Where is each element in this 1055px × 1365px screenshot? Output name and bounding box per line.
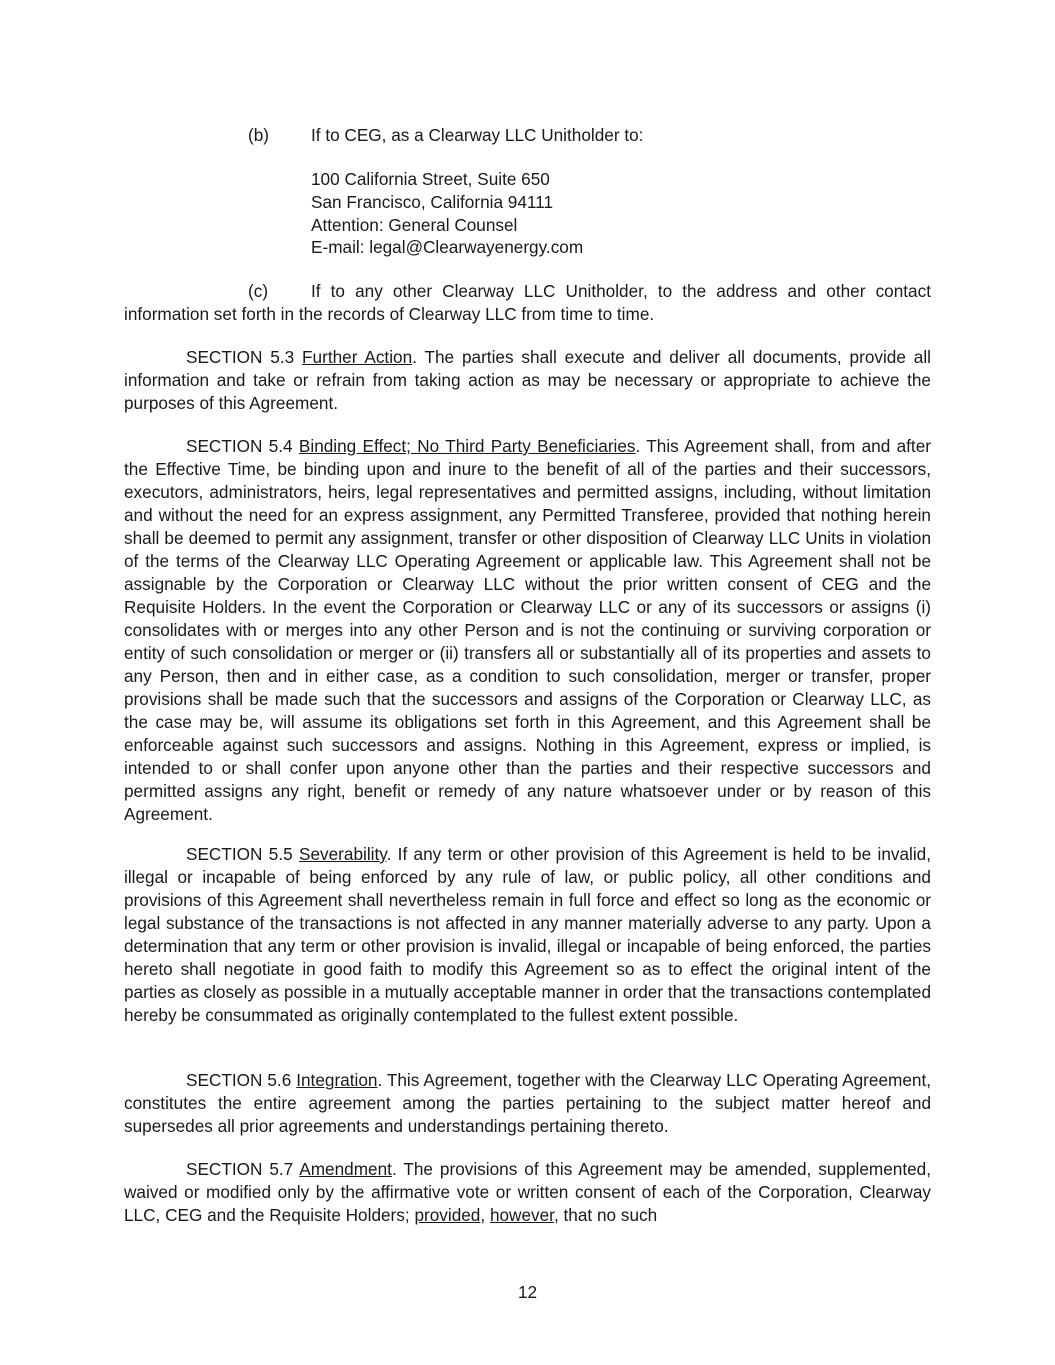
section-5-4	[124, 435, 931, 826]
section-5-4-text: . This Agreement shall, from and after the Effective Time, be binding upon and inure to the benefit of all of the parties and their successors, executors, administrators, heirs, legal representatives and permitted assigns, including, without limitation and without the need for an express assignment, any Permitted Transferee, provided that nothing herein shall be deemed to permit any assignment, transfer or other disposition of Clearway LLC Units in violation of the terms of the Clearway LLC Operating Agreement or applicable law. This Agreement shall not be assignable by the Corporation or Clearway LLC without the prior written consent of CEG and the Requisite Holders. In the event the Corporation or Clearway LLC or any of its successors or assigns (i) consolidates with or merges into any other Person and is not the continuing or surviving corporation or entity of such consolidation or merger or (ii) transfers all or substantially all of its properties and assets to any Person, then and in either case, as a condition to such consolidation, merger or transfer, proper provisions shall be made such that the successors and assigns of the Corporation or Clearway LLC, as the case may be, will assume its obligations set forth in this Agreement, and this Agreement shall be enforceable against such successors and assigns. Nothing in this Agreement, express or implied, is intended to or shall confer upon anyone other than the parties and their respective successors and permitted assigns any right, benefit or remedy of any nature whatsoever under or by reason of this Agreement.	[124, 436, 931, 824]
section-5-6-heading: Integration	[296, 1070, 378, 1090]
item-c-label: (c)	[248, 281, 269, 301]
notice-item-c	[124, 280, 931, 326]
provided-term: provided	[414, 1205, 481, 1225]
address-line-1: 100 California Street, Suite 650	[311, 169, 550, 189]
section-5-4-number: SECTION 5.4	[186, 436, 293, 456]
section-5-5	[124, 843, 931, 1027]
ceg-address-block	[311, 168, 583, 259]
section-5-6-text: . This Agreement, together with the Clearway LLC Operating Agreement, constitutes the entire agreement among the parties pertaining to the subject matter hereof and supersedes all prior agreements and understandings pertaining thereto.	[124, 1070, 931, 1136]
item-b-label: (b)	[248, 125, 270, 145]
section-5-3-heading: Further Action	[302, 347, 413, 367]
address-line-3: Attention: General Counsel	[311, 214, 518, 235]
section-5-6-number: SECTION 5.6	[186, 1070, 292, 1090]
address-line-2: San Francisco, California 94111	[311, 191, 554, 212]
section-5-7	[124, 1158, 931, 1227]
section-5-3-text: . The parties shall execute and deliver all documents, provide all information and take or refrain from taking action as may be necessary or appropriate to achieve the purposes of this Agreement.	[124, 347, 931, 413]
page-number: 12	[517, 1282, 538, 1302]
section-5-5-number: SECTION 5.5	[186, 844, 293, 864]
address-line-4: E-mail: legal@Clearwayenergy.com	[311, 237, 584, 258]
provided-comma: ,	[480, 1205, 486, 1225]
item-b-text: If to CEG, as a Clearway LLC Unitholder to:	[311, 125, 644, 145]
item-c-text: If to any other Clearway LLC Unitholder, to the address and other contact information set forth in the records of Clearway LLC from time to time.	[124, 281, 931, 324]
section-5-3	[124, 346, 931, 415]
section-5-3-number: SECTION 5.3	[186, 347, 295, 367]
section-5-6	[124, 1069, 931, 1138]
section-5-7-number: SECTION 5.7	[186, 1159, 294, 1179]
section-5-5-text: . If any term or other provision of this Agreement is held to be invalid, illegal or incapable of being enforced by any rule of law, or public policy, all other conditions and provisions of this Agreement shall nevertheless remain in full force and effect so long as the economic or legal substance of the transactions is not affected in any manner materially adverse to any party. Upon a determination that any term or other provision is invalid, illegal or incapable of being enforced, the parties hereto shall negotiate in good faith to modify this Agreement so as to effect the original intent of the parties as closely as possible in a mutually acceptable manner in order that the transactions contemplated hereby be consummated as originally contemplated to the fullest extent possible.	[124, 844, 931, 1025]
section-5-7-tail: , that no such	[553, 1205, 658, 1225]
however-term: however	[489, 1205, 554, 1225]
notice-item-b	[248, 124, 643, 147]
section-5-4-heading: Binding Effect; No Third Party Beneficiaries	[298, 436, 636, 456]
section-5-5-heading: Severability	[298, 844, 387, 864]
section-5-7-heading: Amendment	[299, 1159, 392, 1179]
section-5-7-text: . The provisions of this Agreement may be amended, supplemented, waived or modified only by the affirmative vote or written consent of each of the Corporation, Clearway LLC, CEG and the Requisite Holders;	[124, 1159, 931, 1225]
